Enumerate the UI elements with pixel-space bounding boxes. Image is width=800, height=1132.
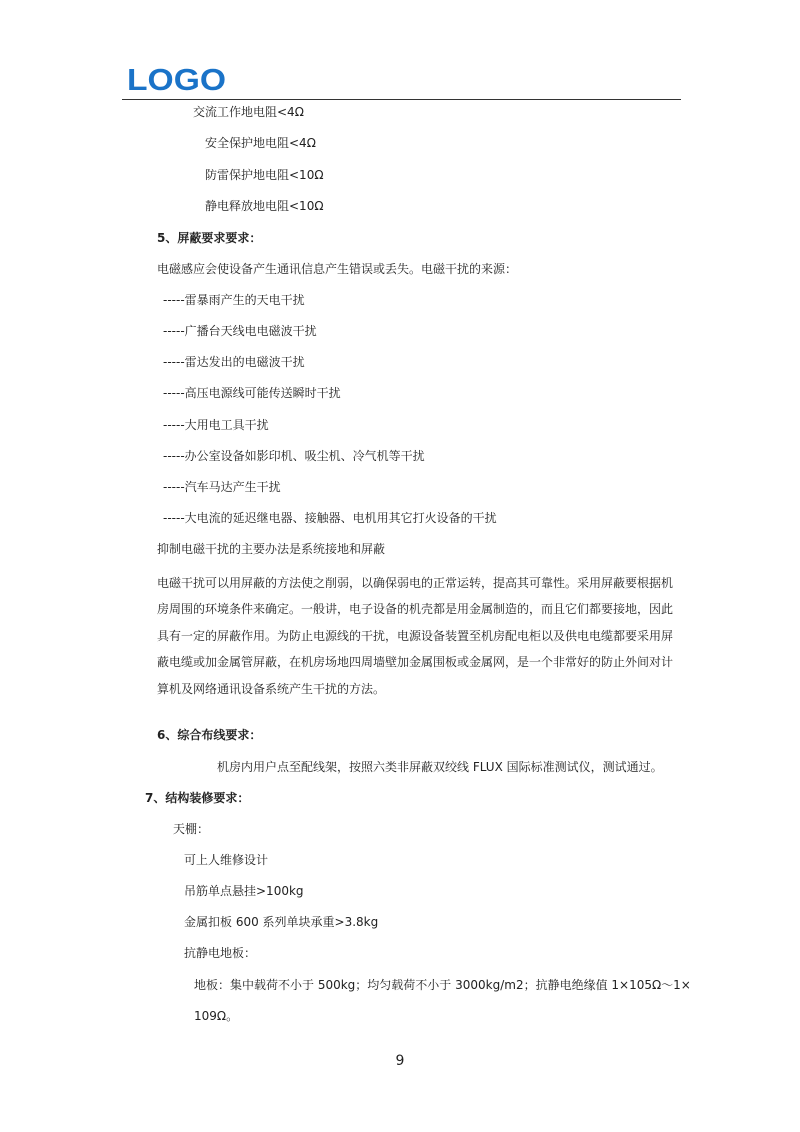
section7-heading: 7、结构装修要求： — [145, 791, 250, 805]
interference-source-item: -----汽车马达产生干扰 — [163, 480, 281, 494]
paragraph-line: 房周围的环境条件来确定。一般讲，电子设备的机壳都是用金属制造的，而且它们都要接地，因此 — [157, 602, 674, 617]
grounding-item: 防雷保护地电阻<10Ω — [205, 168, 324, 182]
paragraph-line: 电磁干扰可以用屏蔽的方法使之削弱，以确保弱电的正常运转，提高其可靠性。采用屏蔽要根据机 — [157, 576, 674, 590]
page-number: 9 — [395, 1053, 405, 1069]
ceiling-item: 可上人维修设计 — [184, 853, 269, 867]
section5-intro: 电磁感应会使设备产生通讯信息产生错误或丢失。电磁干扰的来源： — [157, 262, 518, 276]
paragraph-line: 具有一定的屏蔽作用。为防止电源线的干扰，电源设备装置至机房配电柜以及供电电缆都要采用屏 — [157, 628, 674, 643]
interference-source-item: -----大用电工具干扰 — [163, 418, 269, 432]
interference-source-item: -----办公室设备如影印机、吸尘机、冷气机等干扰 — [163, 449, 425, 463]
shielding-method: 抑制电磁干扰的主要办法是系统接地和屏蔽 — [157, 542, 386, 556]
floor-spec-line: 109Ω。 — [194, 1009, 239, 1023]
interference-source-item: -----大电流的延迟继电器、接触器、电机用其它打火设备的干扰 — [163, 511, 497, 525]
interference-source-item: -----雷达发出的电磁波干扰 — [163, 355, 305, 369]
shielding-paragraph — [157, 570, 687, 702]
ceiling-item: 金属扣板 600 系列单块承重>3.8kg — [184, 915, 379, 929]
svg-text:LOGO: LOGO — [127, 64, 226, 94]
floor-label: 抗静电地板： — [184, 946, 257, 960]
interference-source-item: -----高压电源线可能传送瞬时干扰 — [163, 386, 341, 400]
interference-source-item: -----雷暴雨产生的天电干扰 — [163, 293, 305, 307]
section6-heading: 6、综合布线要求： — [157, 728, 262, 742]
grounding-item: 静电释放地电阻<10Ω — [205, 199, 324, 213]
ceiling-item: 吊筋单点悬挂>100kg — [184, 884, 304, 898]
grounding-item: 安全保护地电阻<4Ω — [205, 136, 316, 150]
paragraph-line: 算机及网络通讯设备系统产生干扰的方法。 — [157, 681, 386, 696]
floor-spec-line: 地板：集中载荷不小于 500kg；均匀载荷不小于 3000kg/m2；抗静电绝缘值 1×105Ω～1× — [194, 978, 691, 992]
company-logo — [127, 64, 227, 94]
interference-source-item: -----广播台天线电电磁波干扰 — [163, 324, 317, 338]
paragraph-line: 蔽电缆或加金属管屏蔽，在机房场地四周墙壁加金属围板或金属网，是一个非常好的防止外间对计 — [157, 655, 674, 670]
header-rule — [122, 99, 681, 100]
grounding-item: 交流工作地电阻<4Ω — [193, 105, 304, 119]
cabling-requirement: 机房内用户点至配线架，按照六类非屏蔽双绞线 FLUX 国际标准测试仪，测试通过。 — [217, 760, 663, 774]
ceiling-label: 天棚： — [173, 822, 210, 836]
logo-graphic — [127, 64, 227, 94]
section5-heading: 5、屏蔽要求要求： — [157, 231, 262, 245]
